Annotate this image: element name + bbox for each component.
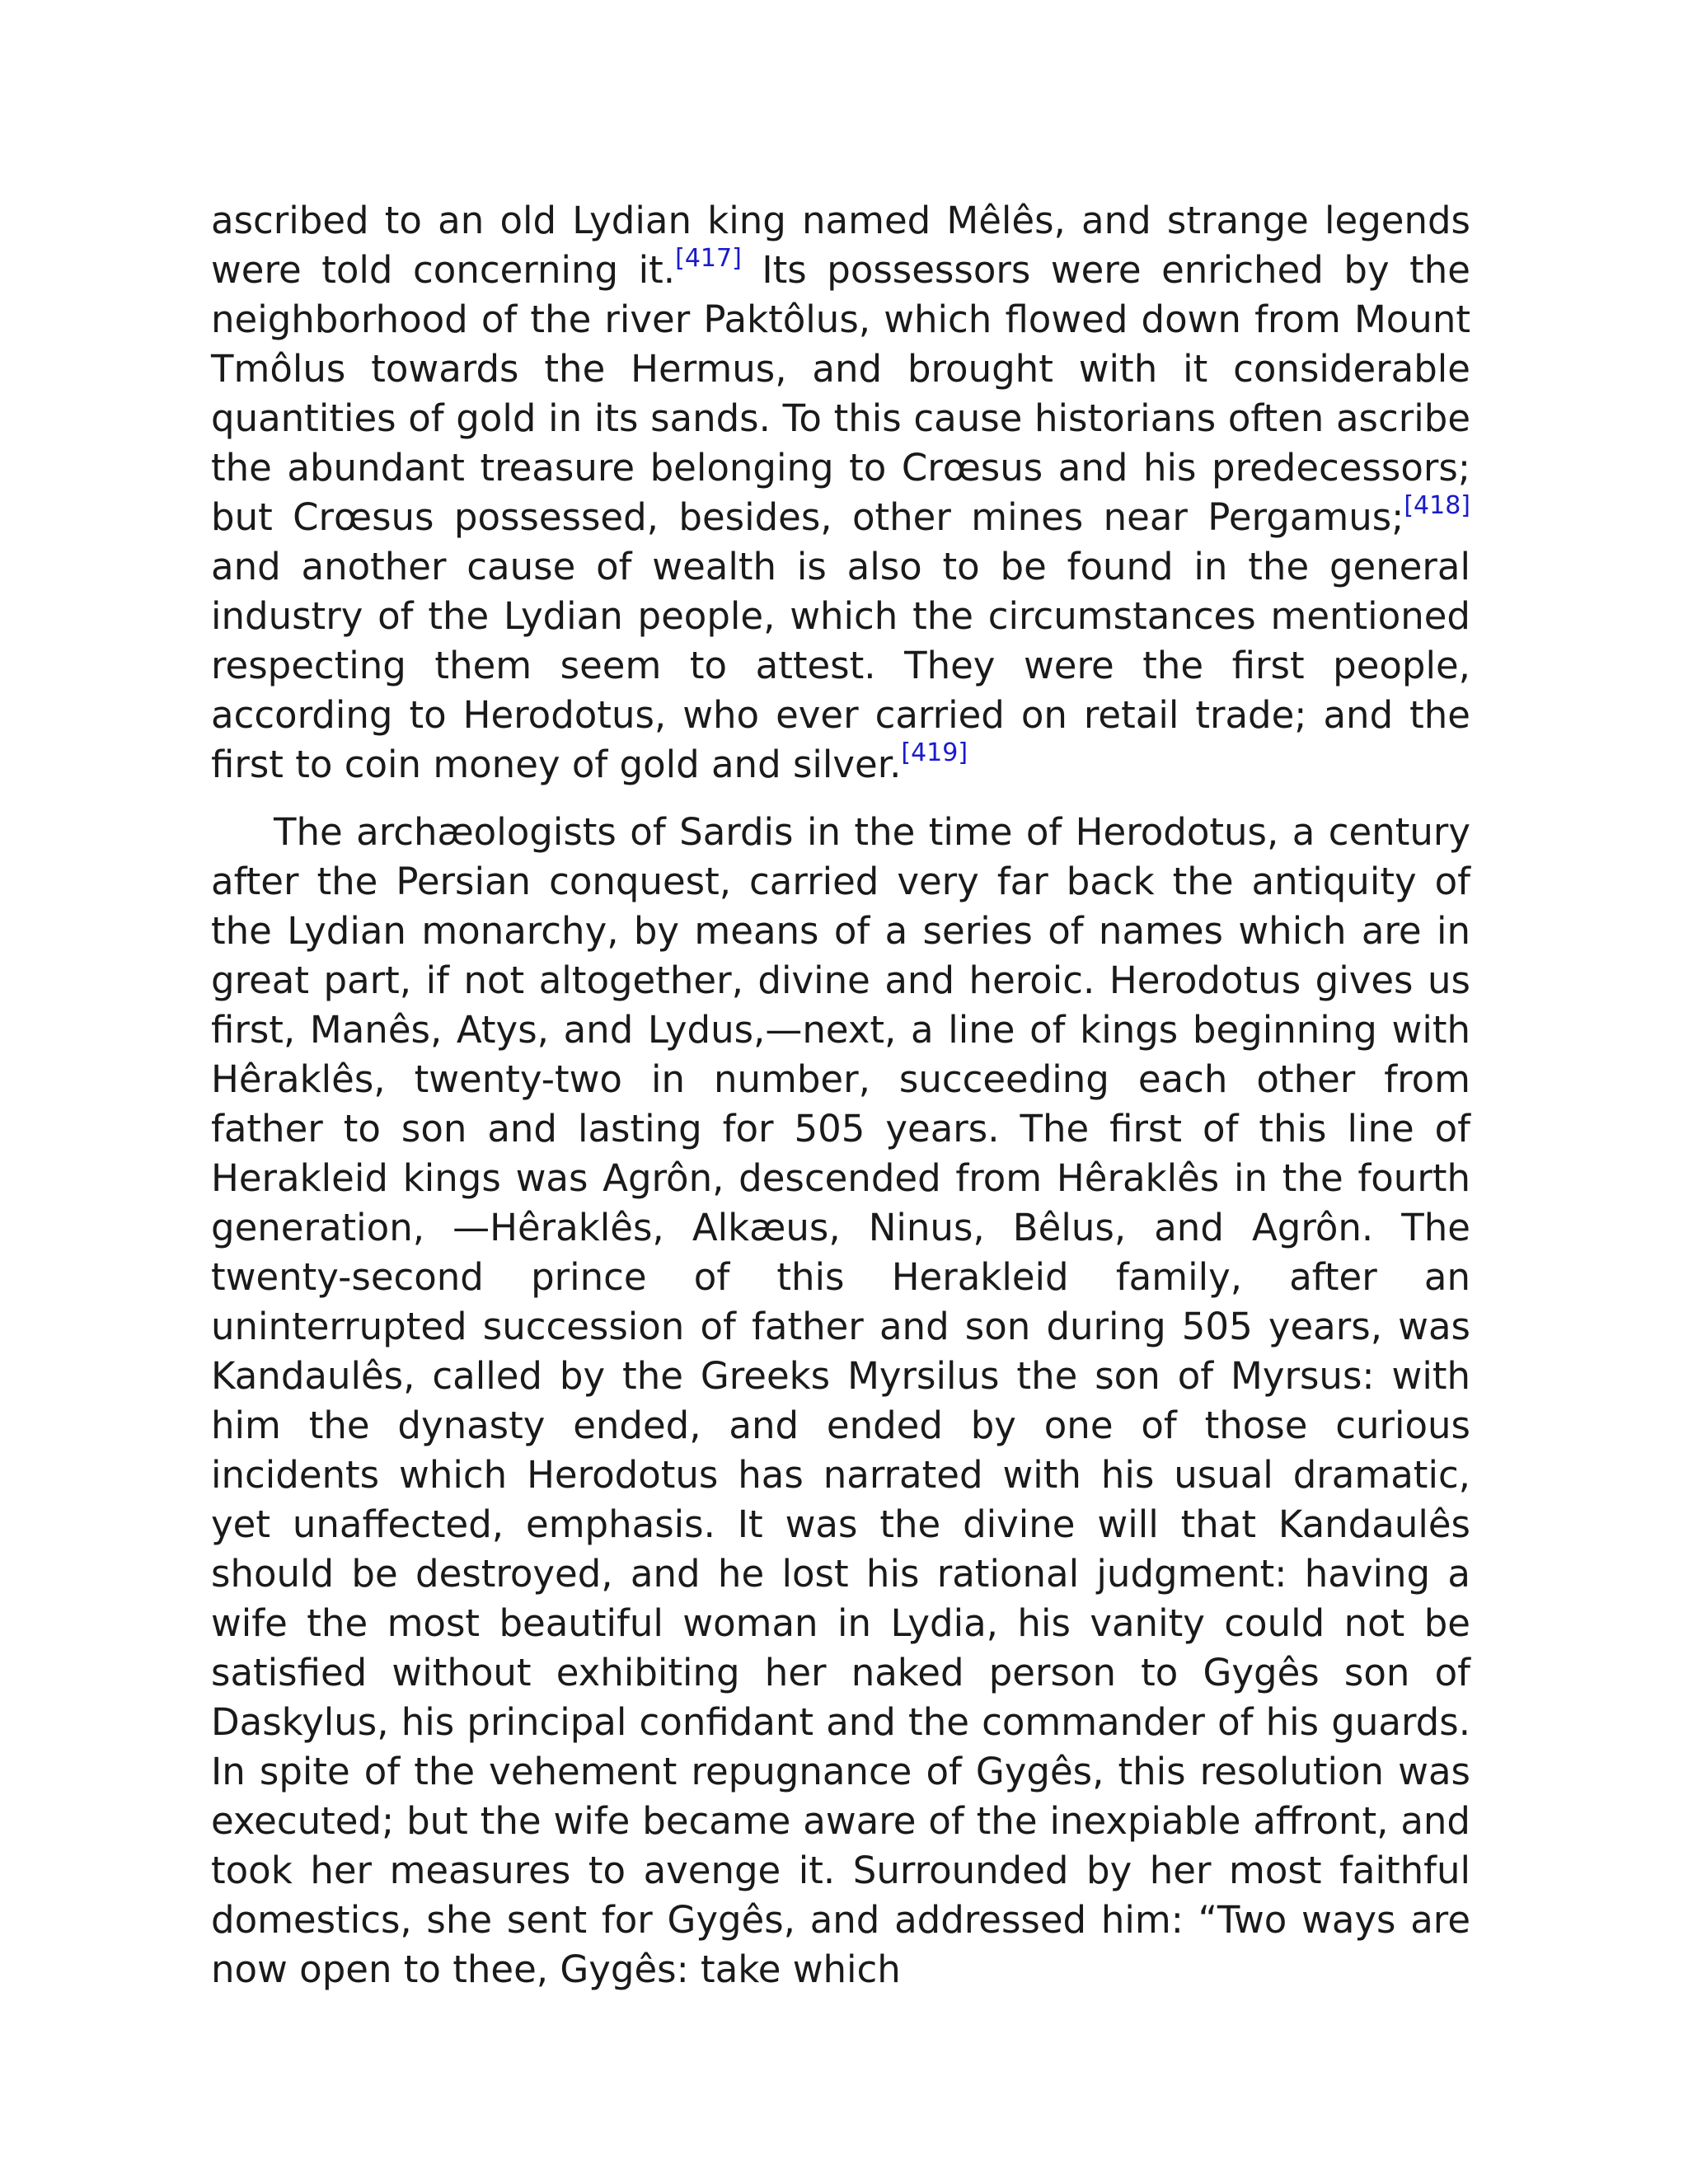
paragraph-1-text-b: Its possessors were enriched by the neighborhood of the river Paktôlus, which flowed down from Mount Tmôlus towards the Hermus, and brought with it considerable quantities of gold in its sands. To this cause historians often ascribe the abundant treasure belonging to Crœsus and his predecessors; but Crœsus possessed, besides, other mines near Pergamus; [211, 248, 1470, 539]
page-body [211, 196, 1470, 1994]
paragraph-2: The archæologists of Sardis in the time of Herodotus, a century after the Persian conquest, carried very far back the antiquity of the Lydian monarchy, by means of a series of names which are in great part, if not altogether, divine and heroic. Herodotus gives us first, Manês, Atys, and Lydus,—next, a line of kings beginning with Hêraklês, twenty-two in number, succeeding each other from father to son and lasting for 505 years. The first of this line of Herakleid kings was Agrôn, descended from Hêraklês in the fourth generation, —Hêraklês, Alkæus, Ninus, Bêlus, and Agrôn. The twenty-second prince of this Herakleid family, after an uninterrupted succession of father and son during 505 years, was Kandaulês, called by the Greeks Myrsilus the son of Myrsus: with him the dynasty ended, and ended by one of those curious incidents which Herodotus has narrated with his usual dramatic, yet unaffected, emphasis. It was the divine will that Kandaulês should be destroyed, and he lost his rational judgment: having a wife the most beautiful woman in Lydia, his vanity could not be satisfied without exhibiting her naked person to Gygês son of Daskylus, his principal confidant and the commander of his guards. In spite of the vehement repugnance of Gygês, this resolution was executed; but the wife became aware of the inexpiable affront, and took her measures to avenge it. Surrounded by her most faithful domestics, she sent for Gygês, and addressed him: “Two ways are now open to thee, Gygês: take which [211, 810, 1470, 1991]
paragraph-1-text-a: ascribed to an old Lydian king named Mêlês, and strange legends were told concerning it. [211, 199, 1470, 292]
footnote-link-417[interactable]: [417] [675, 244, 742, 273]
paragraph-1-text-c: and another cause of wealth is also to be found in the general industry of the Lydian people, which the circumstances mentioned respecting them seem to attest. They were the first people, according to Herodotus, who ever carried on retail trade; and the first to coin money of gold and silver. [211, 545, 1470, 786]
paragraph-1 [211, 196, 1470, 790]
footnote-link-418[interactable]: [418] [1404, 491, 1470, 520]
footnote-link-419[interactable]: [419] [901, 738, 968, 767]
